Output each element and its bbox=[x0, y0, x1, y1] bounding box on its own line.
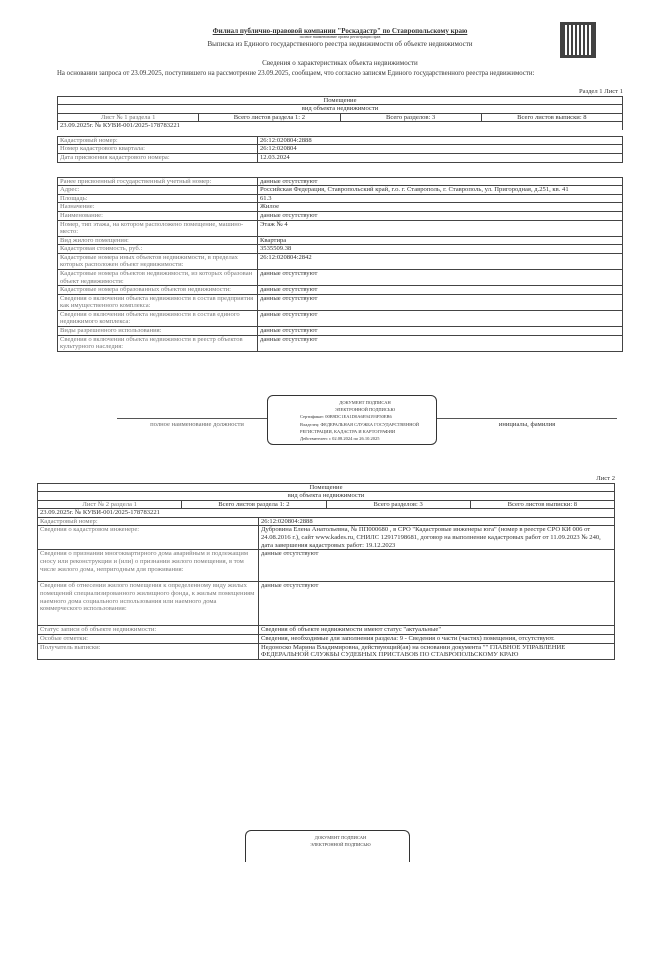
row-label: Кадастровый номер: bbox=[38, 517, 259, 526]
header-table bbox=[37, 483, 615, 517]
row-value: 3535509.38 bbox=[258, 245, 623, 254]
row-label: Кадастровые номера образованных объектов недвижимости: bbox=[58, 286, 258, 295]
stamp-line: ЭЛЕКТРОННОЙ ПОДПИСЬЮ bbox=[310, 842, 371, 848]
row-value: Квартира bbox=[258, 236, 623, 245]
sig-name-label: инициалы, фамилия bbox=[498, 421, 556, 428]
org-name: Филиал публично-правовой компании "Роскадастр" по Ставропольскому краю bbox=[212, 27, 468, 35]
table-row bbox=[58, 154, 623, 163]
table-row bbox=[58, 211, 623, 220]
row-value: данные отсутствуют bbox=[258, 269, 623, 285]
row-value: данные отсутствуют bbox=[259, 550, 615, 582]
sheet-no: Лист № 2 раздела 1 bbox=[38, 500, 182, 509]
sig-position-label: полное наименование должности bbox=[150, 421, 244, 428]
row-value: Дубровина Елена Анатольевна, № ПП000680 , в СРО "Кадастровые инженеры юга" (номер в реестре СРО КИ 006 от 24.08.2016 г.), сайт www.kades.ru, СНИЛС 12917198681, договор на выполнение кадастровых работ от 11.09.2023 № 240, дата завершения кадастровых работ: 19.12.2023 bbox=[259, 526, 615, 550]
row-value: данные отсутствуют bbox=[258, 335, 623, 351]
doc-title: Выписка из Единого государственного реестра недвижимости об объекте недвижимости bbox=[207, 39, 473, 48]
sheets-total: Всего листов выписки: 8 bbox=[481, 113, 622, 122]
table-row bbox=[38, 526, 615, 550]
table-row bbox=[58, 136, 623, 145]
row-label: Кадастровые номера иных объектов недвижимости, в пределах которых расположен объект недвижимости: bbox=[58, 253, 258, 269]
row-value: 26:12:020804:2842 bbox=[258, 253, 623, 269]
signature-block bbox=[57, 395, 623, 445]
section1-page1 bbox=[57, 88, 623, 352]
request-ref: 23.09.2025г. № КУВИ-001/2025-178783221 bbox=[58, 122, 623, 130]
row-label: Сведения о включении объекта недвижимости в реестр объектов культурного наследия: bbox=[58, 335, 258, 351]
row-label: Кадастровая стоимость, руб.: bbox=[58, 245, 258, 254]
row-label: Сведения о включении объекта недвижимости в состав предприятия как имущественного комплекса: bbox=[58, 294, 258, 310]
sheet-no: Лист № 1 раздела 1 bbox=[58, 113, 199, 122]
row-label: Сведения об отнесении жилого помещения к определенному виду жилых помещений специализированного жилищного фонда, к жилым помещениям наемного дома социального использования или наемного дома коммерческого использования: bbox=[38, 582, 259, 626]
row-label: Получатель выписки: bbox=[38, 643, 259, 659]
request-ref: 23.09.2025г. № КУВИ-001/2025-178783221 bbox=[38, 509, 615, 517]
table-row bbox=[58, 186, 623, 195]
table-row bbox=[38, 582, 615, 626]
row-value: 12.03.2024 bbox=[258, 154, 623, 163]
row-label: Сведения о кадастровом инженере: bbox=[38, 526, 259, 550]
row-value: 61.3 bbox=[258, 194, 623, 203]
table-row bbox=[58, 253, 623, 269]
row-label: Кадастровые номера объектов недвижимости, из которых образован объект недвижимости: bbox=[58, 269, 258, 285]
table-row bbox=[58, 177, 623, 186]
row-value: данные отсутствуют bbox=[259, 582, 615, 626]
table-row bbox=[58, 245, 623, 254]
object-type-sub: вид объекта недвижимости bbox=[58, 105, 623, 114]
row-label: Особые отметки: bbox=[38, 635, 259, 644]
row-label: Дата присвоения кадастрового номера: bbox=[58, 154, 258, 163]
stamp-line: ДОКУМЕНТ ПОДПИСАН bbox=[339, 400, 391, 405]
table-row bbox=[38, 643, 615, 659]
row-value: Недоноско Марина Владимировна, действующий(ая) на основании документа "" ГЛАВНОЕ УПРАВЛЕНИЕ ФЕДЕРАЛЬНОЙ СЛУЖБЫ СУДЕБНЫХ ПРИСТАВОВ ПО СТАВРОПОЛЬСКОМУ КРАЮ bbox=[259, 643, 615, 659]
stamp-line: Сертификат: 00B9DC1EA1D0A6E94193F50EB6 bbox=[300, 414, 392, 420]
stamp-line: Действителен: с 02.08.2024 по 26.10.2025 bbox=[300, 435, 380, 441]
row-label: Наименование: bbox=[58, 211, 258, 220]
table-row bbox=[38, 635, 615, 644]
row-label: Адрес: bbox=[58, 186, 258, 195]
intro-text: На основании запроса от 23.09.2025, поступившего на рассмотрение 23.09.2025, сообщаем, что согласно записям Единого государственного реестра недвижимости: bbox=[57, 70, 535, 77]
table-row bbox=[58, 203, 623, 212]
row-value: данные отсутствуют bbox=[258, 286, 623, 295]
row-label: Номер, тип этажа, на котором расположено помещение, машино-место: bbox=[58, 220, 258, 236]
row-value: Этаж № 4 bbox=[258, 220, 623, 236]
row-label: Сведения о признании многоквартирного дома аварийным и подлежащим сносу или реконструкции и (или) о признании жилого помещения, в том числе жилого дома, непригодным для проживания: bbox=[38, 550, 259, 582]
table-row bbox=[38, 517, 615, 526]
section-label: Раздел 1 Лист 1 bbox=[579, 88, 623, 95]
org-sub: полное наименование органа регистрации прав bbox=[299, 34, 381, 40]
stamp-line: ДОКУМЕНТ ПОДПИСАН bbox=[314, 835, 367, 840]
qr-code bbox=[560, 22, 596, 58]
section1-page2 bbox=[37, 475, 615, 660]
table-row bbox=[58, 327, 623, 336]
sections-total: Всего разделов: 3 bbox=[340, 113, 481, 122]
table-row bbox=[58, 310, 623, 326]
header-table bbox=[57, 96, 623, 130]
row-value: данные отсутствуют bbox=[258, 310, 623, 326]
object-type-sub: вид объекта недвижимости bbox=[38, 492, 615, 501]
section-label: Лист 2 bbox=[596, 475, 615, 482]
table-row bbox=[58, 286, 623, 295]
row-value: данные отсутствуют bbox=[258, 327, 623, 336]
row-value: данные отсутствуют bbox=[258, 177, 623, 186]
doc-header bbox=[150, 27, 530, 67]
characteristics-table bbox=[57, 177, 623, 352]
row-label: Площадь: bbox=[58, 194, 258, 203]
table-row bbox=[58, 220, 623, 236]
sheets-total: Всего листов выписки: 8 bbox=[470, 500, 614, 509]
table-row bbox=[58, 145, 623, 154]
row-value: данные отсутствуют bbox=[258, 211, 623, 220]
row-label: Ранее присвоенный государственный учетный номер: bbox=[58, 177, 258, 186]
e-signature-stamp-2 bbox=[245, 830, 410, 862]
row-value: 26:12:020804 bbox=[258, 145, 623, 154]
row-value: Сведения об объекте недвижимости имеют статус "актуальные" bbox=[259, 626, 615, 635]
sheets-section: Всего листов раздела 1: 2 bbox=[182, 500, 326, 509]
table-row bbox=[58, 294, 623, 310]
row-value: данные отсутствуют bbox=[258, 294, 623, 310]
row-value: Жилое bbox=[258, 203, 623, 212]
row-value: Сведения, необходимые для заполнения раздела: 9 - Сведения о части (частях) помещения, отсутствуют. bbox=[259, 635, 615, 644]
row-label: Статус записи об объекте недвижимости: bbox=[38, 626, 259, 635]
row-value: Российская Федерация, Ставропольский край, г.о. г. Ставрополь, г. Ставрополь, ул. Пригородная, д.251, кв. 41 bbox=[258, 186, 623, 195]
sections-total: Всего разделов: 3 bbox=[326, 500, 470, 509]
row-label: Кадастровый номер: bbox=[58, 136, 258, 145]
object-type: Помещение bbox=[58, 96, 623, 105]
stamp-line: Владелец: ФЕДЕРАЛЬНАЯ СЛУЖБА ГОСУДАРСТВЕННОЙ bbox=[300, 421, 420, 427]
table-row bbox=[58, 194, 623, 203]
table-row bbox=[58, 269, 623, 285]
row-label: Виды разрешенного использования: bbox=[58, 327, 258, 336]
row-label: Сведения о включении объекта недвижимости в состав единого недвижимого комплекса: bbox=[58, 310, 258, 326]
row-label: Вид жилого помещения: bbox=[58, 236, 258, 245]
doc-subtitle: Сведения о характеристиках объекта недвижимости bbox=[262, 58, 418, 67]
row-label: Назначение: bbox=[58, 203, 258, 212]
sheets-section: Всего листов раздела 1: 2 bbox=[199, 113, 340, 122]
stamp-line: РЕГИСТРАЦИИ, КАДАСТРА И КАРТОГРАФИИ bbox=[300, 428, 396, 434]
row-label: Номер кадастрового квартала: bbox=[58, 145, 258, 154]
row-value: 26:12:020804:2888 bbox=[259, 517, 615, 526]
object-type: Помещение bbox=[38, 483, 615, 492]
table-row bbox=[38, 626, 615, 635]
page2-table bbox=[37, 517, 615, 660]
table-row bbox=[38, 550, 615, 582]
cadastral-table bbox=[57, 136, 623, 163]
table-row bbox=[58, 236, 623, 245]
e-signature-stamp bbox=[267, 395, 437, 445]
table-row bbox=[58, 335, 623, 351]
row-value: 26:12:020804:2888 bbox=[258, 136, 623, 145]
stamp-line: ЭЛЕКТРОННОЙ ПОДПИСЬЮ bbox=[334, 407, 396, 413]
